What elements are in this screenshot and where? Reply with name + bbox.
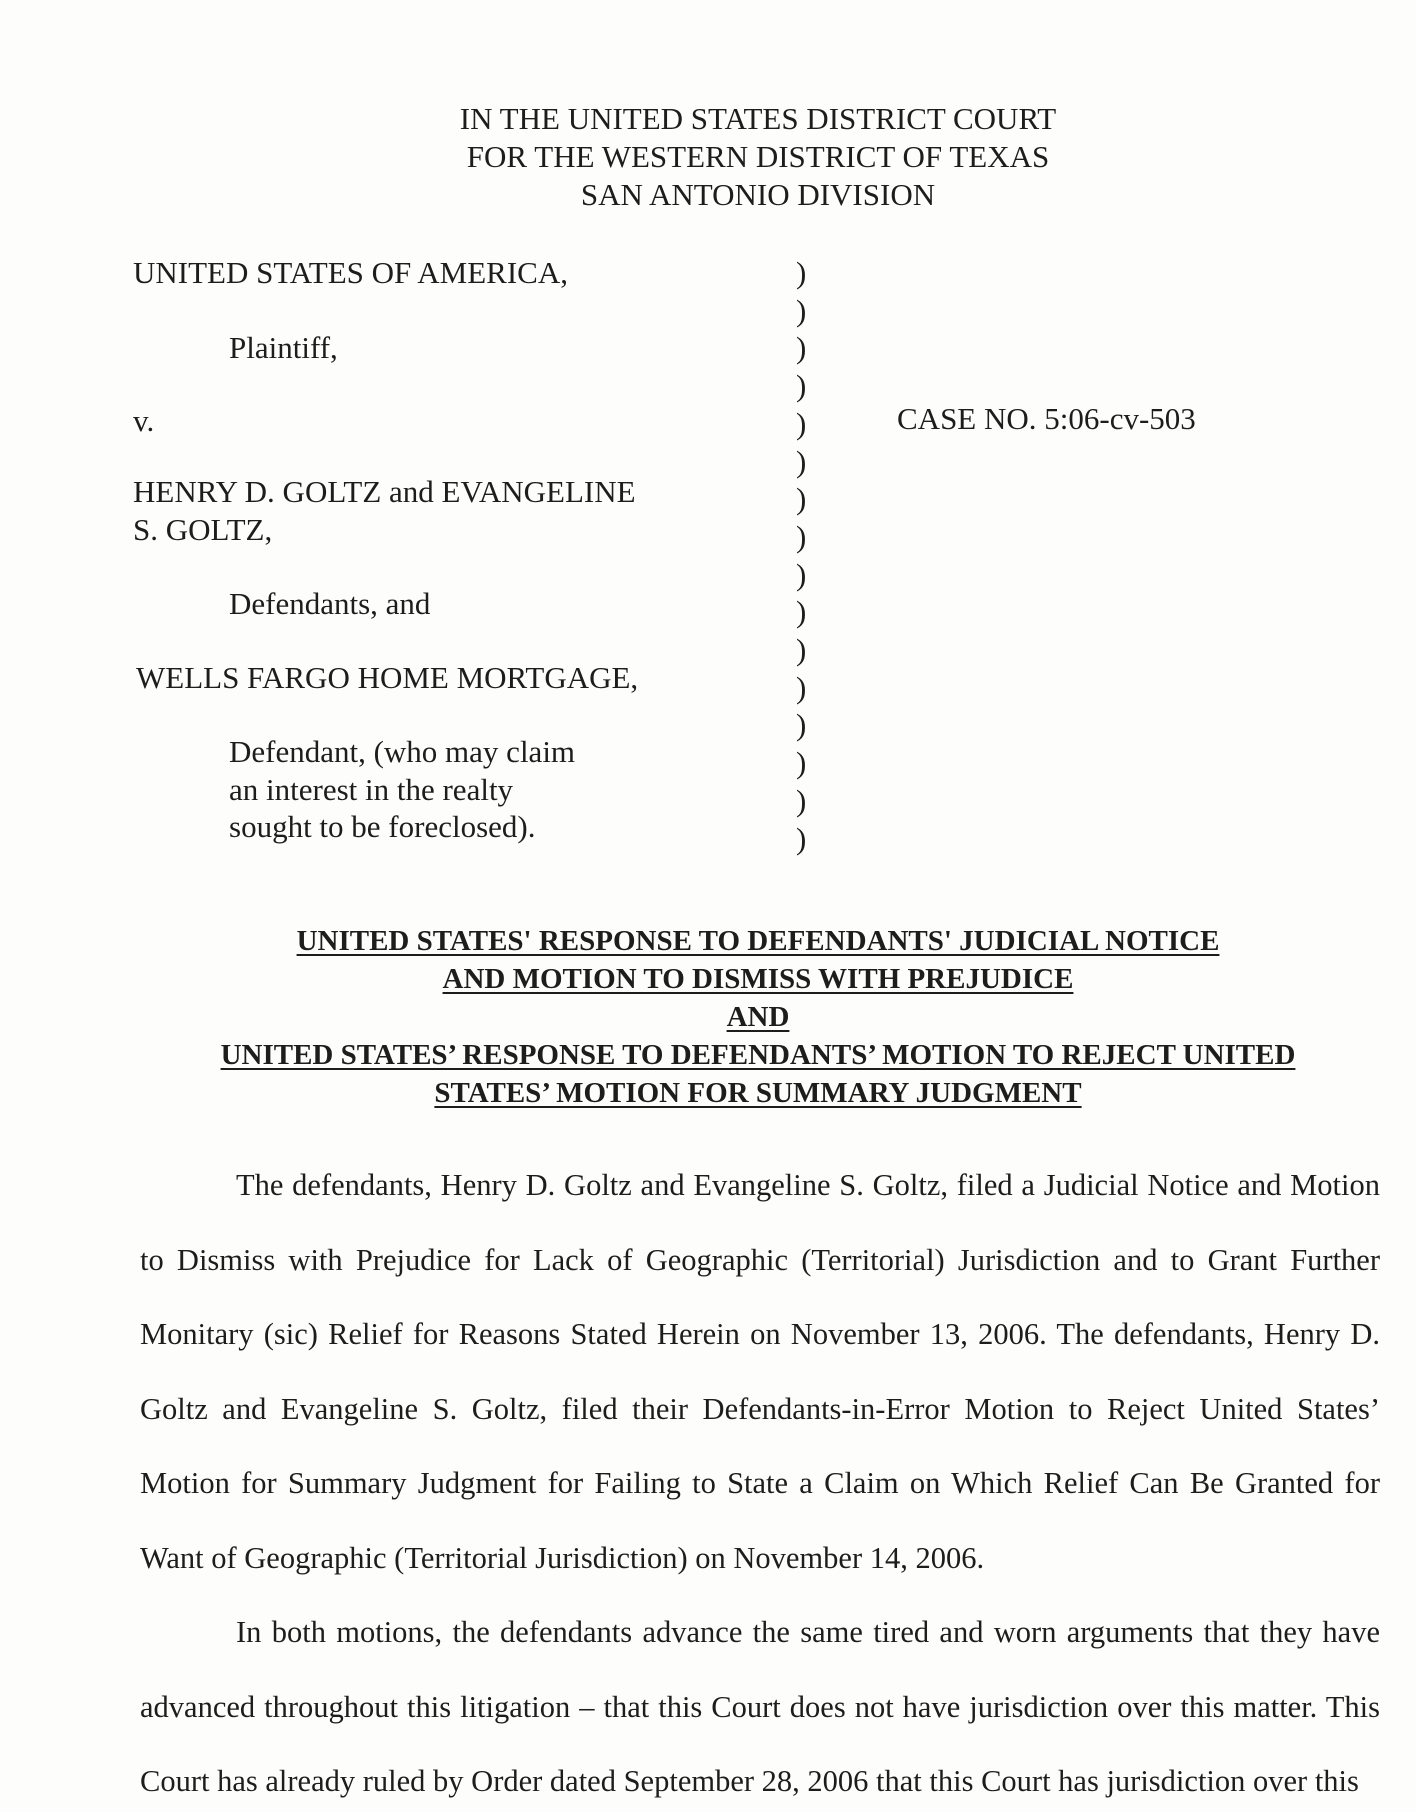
caption-paren: )	[796, 707, 807, 743]
body-paragraph: In both motions, the defendants advance the same tired and worn arguments that they have advanced throughout this litigation – that this Court does not have jurisdiction over this matter. This Court has already ruled by Order dated September 28, 2006 that this Court has jurisdiction over this	[140, 1615, 1380, 1798]
court-district-line: FOR THE WESTERN DISTRICT OF TEXAS	[466, 139, 1050, 174]
other-defendant-role-line3: sought to be foreclosed).	[229, 809, 536, 844]
versus-label: v.	[133, 403, 155, 438]
caption-paren: )	[796, 368, 807, 404]
other-defendant-name: WELLS FARGO HOME MORTGAGE,	[136, 660, 639, 695]
caption-paren: )	[796, 820, 807, 856]
title-line: STATES’ MOTION FOR SUMMARY JUDGMENT	[434, 1077, 1082, 1109]
caption-paren: )	[796, 556, 807, 592]
other-defendant-role-line1: Defendant, (who may claim	[229, 734, 576, 769]
defendants-role: Defendants, and	[229, 586, 431, 621]
body-paragraph: The defendants, Henry D. Goltz and Evangeline S. Goltz, filed a Judicial Notice and Motion to Dismiss with Prejudice for Lack of Geographic (Territorial) Jurisdiction and to Grant Further Monitary (sic) Relief for Reasons Stated Herein on November 13, 2006. The defendants, Henry D. Goltz and Evangeline S. Goltz, filed their Defendants-in-Error Motion to Reject United States’ Motion for Summary Judgment for Failing to State a Claim on Which Relief Can Be Granted for Want of Geographic (Territorial Jurisdiction) on November 14, 2006.	[140, 1168, 1380, 1575]
court-division-line: SAN ANTONIO DIVISION	[580, 177, 936, 212]
defendants-names-line1: HENRY D. GOLTZ and EVANGELINE	[133, 474, 636, 509]
caption-paren: )	[796, 632, 807, 668]
caption-paren: )	[796, 481, 807, 517]
caption-paren: )	[796, 745, 807, 781]
plaintiff-name: UNITED STATES OF AMERICA,	[133, 255, 568, 290]
title-line: UNITED STATES’ RESPONSE TO DEFENDANTS’ MOTION TO REJECT UNITED	[220, 1039, 1296, 1071]
caption-paren: )	[796, 518, 807, 554]
caption-parenthesis-column	[796, 254, 806, 857]
caption-paren: )	[796, 405, 807, 441]
document-body	[140, 1148, 1380, 1819]
caption-paren: )	[796, 255, 807, 290]
title-line: AND	[726, 1001, 790, 1033]
caption-paren: )	[796, 443, 807, 479]
caption-paren: )	[796, 669, 807, 705]
title-line: AND MOTION TO DISMISS WITH PREJUDICE	[442, 963, 1074, 995]
court-header	[0, 100, 1416, 214]
document-title	[0, 922, 1416, 1112]
court-name-line: IN THE UNITED STATES DISTRICT COURT	[459, 101, 1057, 136]
other-defendant-role-line2: an interest in the realty	[229, 772, 514, 807]
title-line: UNITED STATES' RESPONSE TO DEFENDANTS' JUDICIAL NOTICE	[296, 925, 1220, 957]
plaintiff-role: Plaintiff,	[229, 330, 338, 365]
defendants-names-line2: S. GOLTZ,	[133, 512, 273, 547]
caption-paren: )	[796, 782, 807, 818]
case-number: CASE NO. 5:06-cv-503	[897, 401, 1196, 436]
caption-paren: )	[796, 330, 807, 366]
caption-paren: )	[796, 292, 807, 328]
caption-paren: )	[796, 594, 807, 630]
